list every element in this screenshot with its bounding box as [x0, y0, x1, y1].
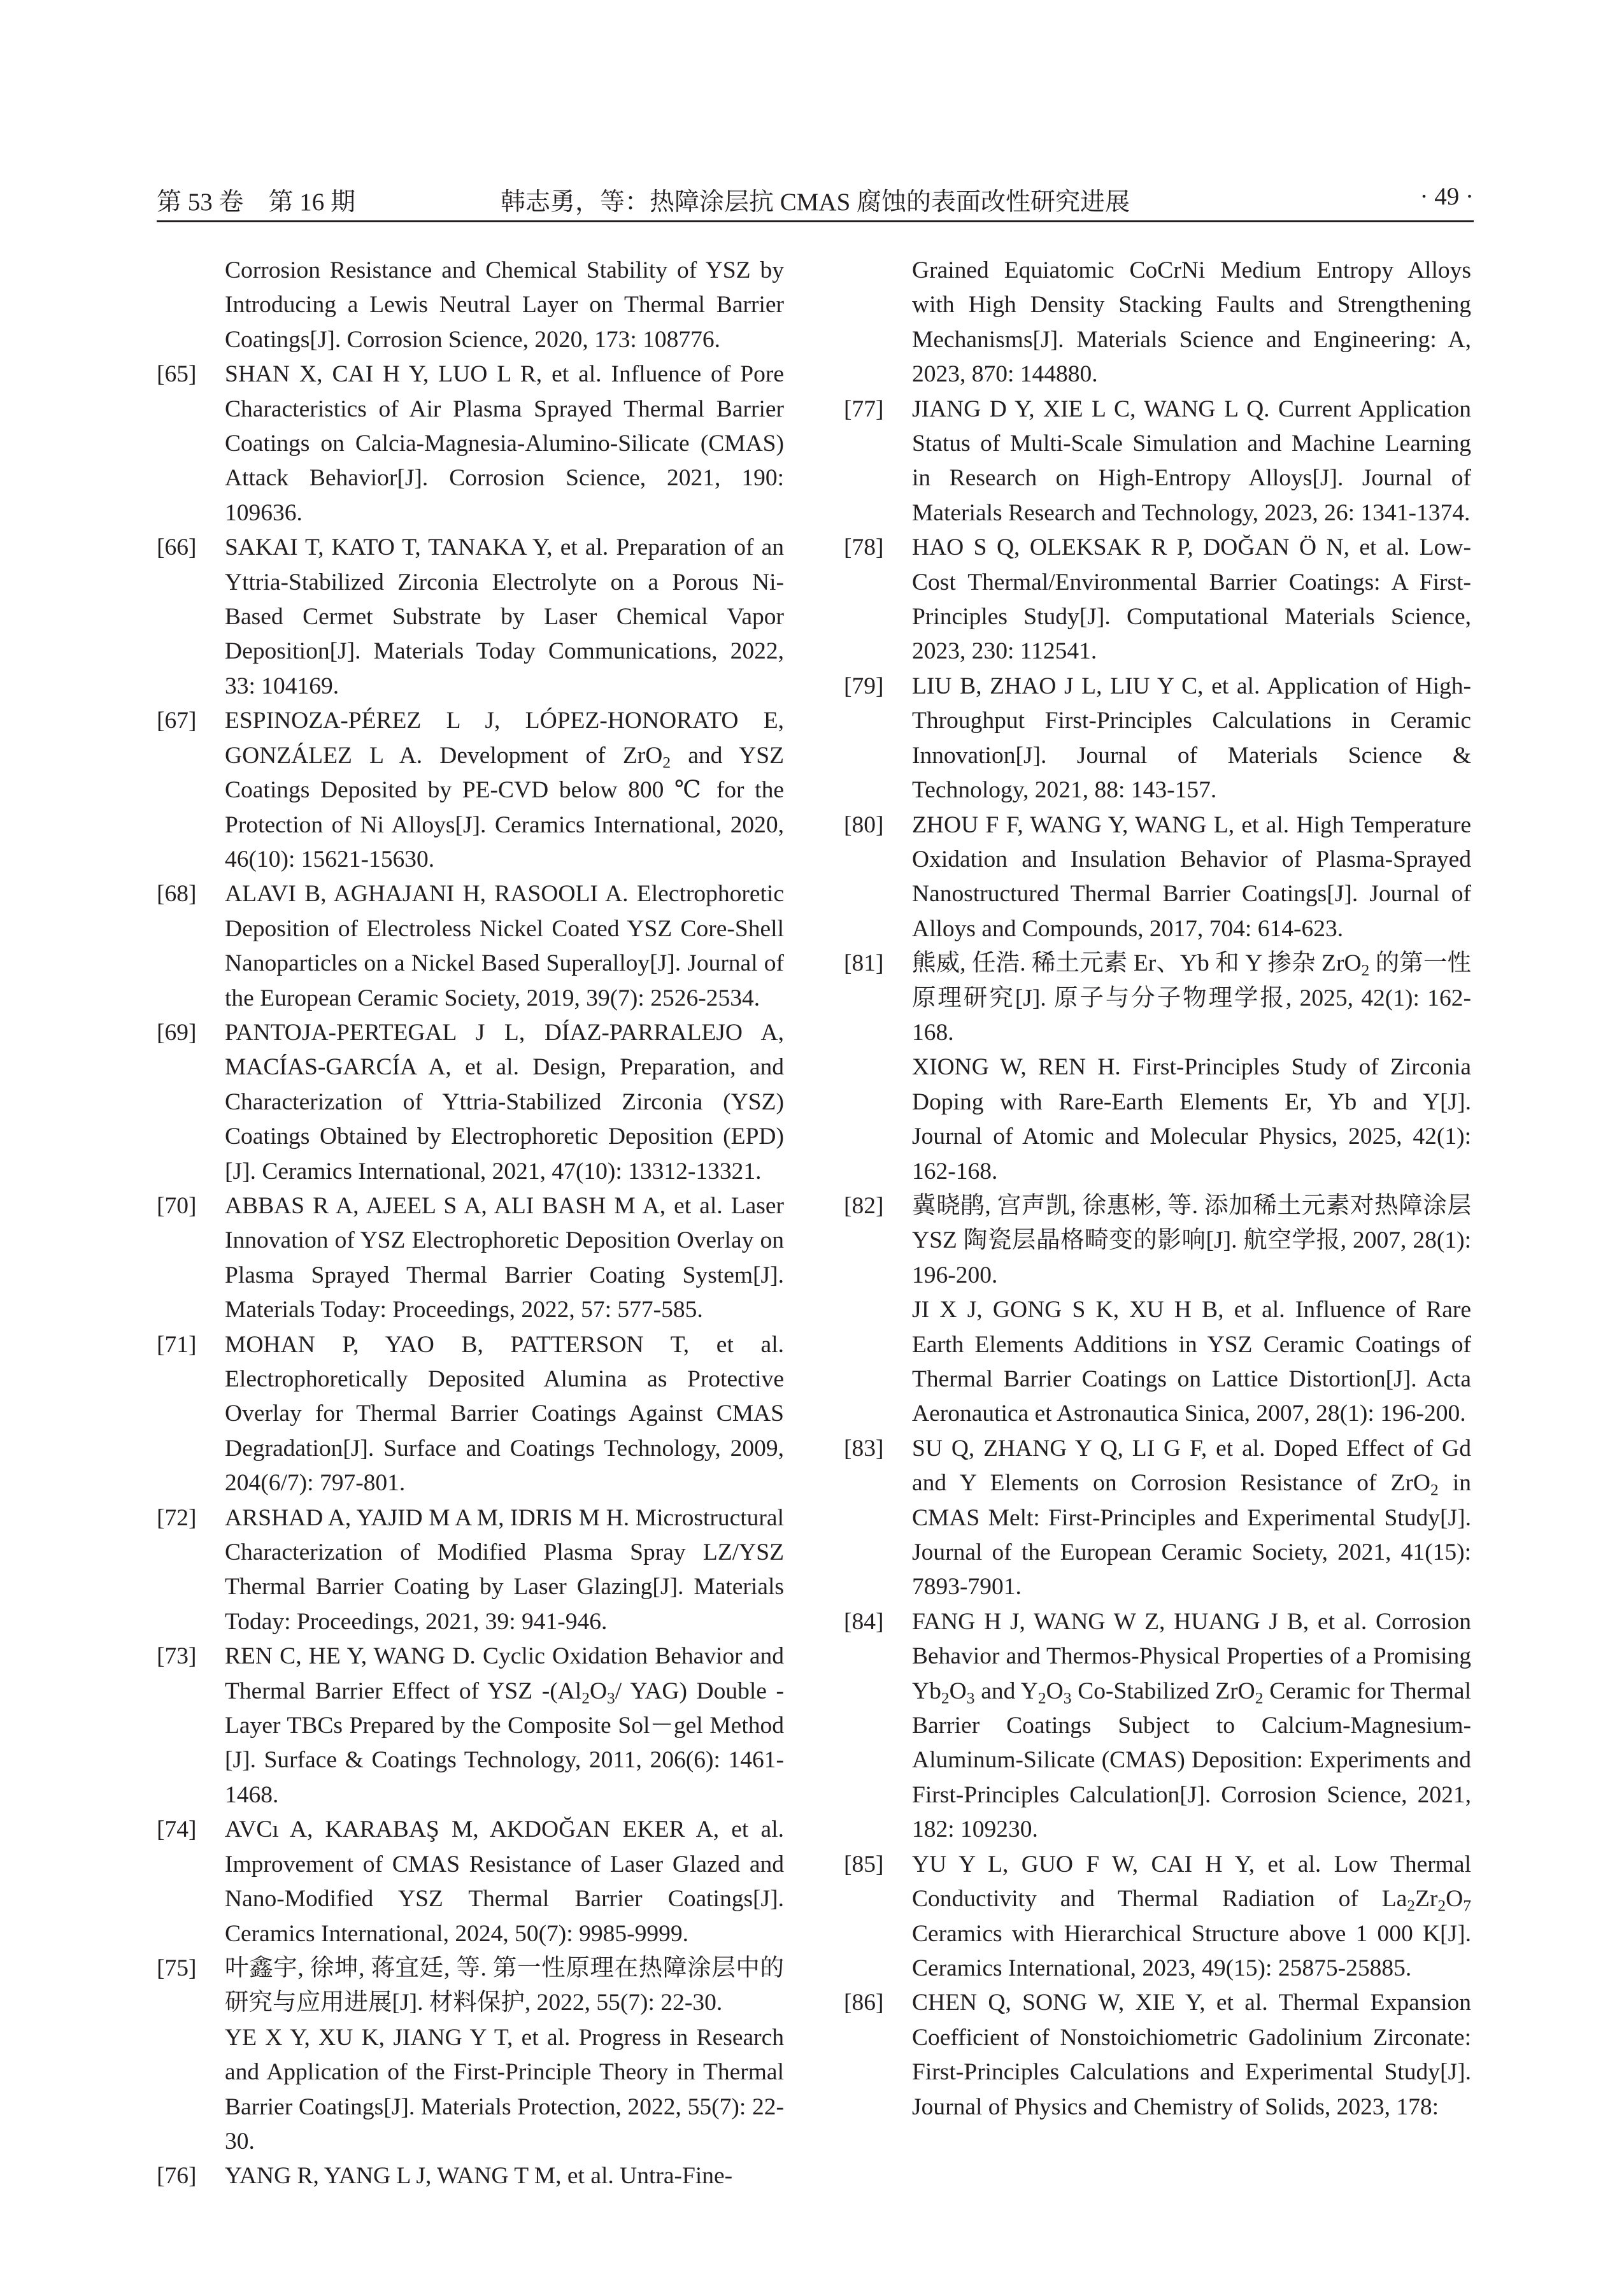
reference-number: [79] — [844, 673, 884, 699]
reference-text-english: XIONG W, REN H. First-Principles Study of Zirconia Doping with Rare-Earth Elements Er, Yb and Y[J]. Journal of Atomic and Molecular Physics, 2025, 42(1): 162-168. — [912, 1054, 1471, 1185]
reference-number: [74] — [157, 1816, 197, 1843]
reference-column-right — [844, 253, 1471, 2125]
reference-text: ARSHAD A, YAJID M A M, IDRIS M H. Microstructural Characterization of Modified Plasma Spray LZ/YSZ Thermal Barrier Coating by Laser Glazing[J]. Materials Today: Proceedings, 2021, 39: 941-946. — [225, 1504, 784, 1635]
reference-continuation — [844, 253, 1471, 392]
reference-number: [80] — [844, 811, 884, 838]
reference-item — [844, 1432, 1471, 1605]
reference-item — [157, 1501, 784, 1640]
reference-item — [844, 946, 1471, 1189]
reference-number: [83] — [844, 1435, 884, 1462]
reference-item — [844, 1189, 1471, 1432]
reference-number: [68] — [157, 881, 197, 908]
reference-text: LIU B, ZHAO J L, LIU Y C, et al. Application of High-Throughput First-Principles Calculations in Ceramic Innovation[J]. Journal of Materials Science & Technology, 2021, 88: 143-157. — [912, 673, 1471, 804]
reference-text: HAO S Q, OLEKSAK R P, DOĞAN Ö N, et al. Low-Cost Thermal/Environmental Barrier Coatings: A First-Principles Study[J]. Computational Materials Science, 2023, 230: 112541. — [912, 534, 1471, 665]
reference-item — [844, 531, 1471, 669]
reference-item — [157, 531, 784, 704]
article-running-title: 韩志勇，等：热障涂层抗 CMAS 腐蚀的表面改性研究进展 — [500, 189, 1130, 216]
reference-number: [70] — [157, 1192, 197, 1219]
reference-item — [844, 808, 1471, 947]
reference-text: MOHAN P, YAO B, PATTERSON T, et al. Electrophoretically Deposited Alumina as Protective Overlay for Thermal Barrier Coatings Against CMAS Degradation[J]. Surface and Coatings Technology, 2009, 204(6/7): 797-801. — [225, 1331, 784, 1497]
reference-number: [78] — [844, 534, 884, 561]
reference-number: [81] — [844, 950, 884, 977]
reference-number: [86] — [844, 1990, 884, 2016]
reference-text: Corrosion Resistance and Chemical Stability of YSZ by Introducing a Lewis Neutral Layer on Thermal Barrier Coatings[J]. Corrosion Science, 2020, 173: 108776. — [225, 257, 784, 353]
reference-text: ABBAS R A, AJEEL S A, ALI BASH M A, et al. Laser Innovation of YSZ Electrophoretic Deposition Overlay on Plasma Sprayed Thermal Barrier Coating System[J]. Materials Today: Proceedings, 2022, 57: 577-585. — [225, 1192, 784, 1323]
reference-text: SHAN X, CAI H Y, LUO L R, et al. Influence of Pore Characteristics of Air Plasma Sprayed Thermal Barrier Coatings on Calcia-Magnesia-Alumino-Silicate (CMAS) Attack Behavior[J]. Corrosion Science, 2021, 190: 109636. — [225, 361, 784, 526]
reference-number: [71] — [157, 1331, 197, 1358]
reference-text: YANG R, YANG L J, WANG T M, et al. Untra-Fine- — [225, 2163, 733, 2190]
reference-text: JIANG D Y, XIE L C, WANG L Q. Current Application Status of Multi-Scale Simulation and Machine Learning in Research on High-Entropy Alloys[J]. Journal of Materials Research and Technology, 2023, 26: 1341-1374. — [912, 395, 1471, 526]
reference-text-chinese: 叶鑫宇, 徐坤, 蒋宜廷, 等. 第一性原理在热障涂层中的研究与应用进展[J]. 材料保护, 2022, 55(7): 22-30. — [225, 1955, 784, 2016]
reference-number: [85] — [844, 1851, 884, 1877]
reference-item — [157, 1328, 784, 1501]
reference-text: YU Y L, GUO F W, CAI H Y, et al. Low Thermal Conductivity and Thermal Radiation of $La_2Zr_2O_7$ Ceramics with Hierarchical Structure above 1 000 K[J]. Ceramics International, 2023, 49(15): 25875-25885. — [912, 1851, 1471, 1981]
reference-number: [66] — [157, 534, 197, 561]
reference-number: [73] — [157, 1643, 197, 1670]
reference-text: AVCı A, KARABAŞ M, AKDOĞAN EKER A, et al. Improvement of CMAS Resistance of Laser Glazed and Nano-Modified YSZ Thermal Barrier Coatings[J]. Ceramics International, 2024, 50(7): 9985-9999. — [225, 1816, 784, 1947]
reference-text: REN C, HE Y, WANG D. Cyclic Oxidation Behavior and Thermal Barrier Effect of YSZ $-(Al_2O_3/$ YAG) Double - Layer TBCs Prepared by the Composite Sol－gel Method [J]. Surface & Coatings Technology, 2011, 206(6): 1461-1468. — [225, 1643, 785, 1808]
reference-item — [157, 1639, 784, 1813]
reference-item — [844, 1848, 1471, 1986]
reference-continuation — [157, 253, 784, 357]
reference-text-chinese: 冀晓鹃, 宫声凯, 徐惠彬, 等. 添加稀土元素对热障涂层 YSZ 陶瓷层晶格畸变的影响[J]. 航空学报, 2007, 28(1): 196-200. — [912, 1192, 1471, 1288]
header-rule — [157, 220, 1474, 222]
reference-number: [77] — [844, 395, 884, 422]
reference-column-left — [157, 253, 784, 2194]
reference-text: CHEN Q, SONG W, XIE Y, et al. Thermal Expansion Coefficient of Nonstoichiometric Gadolinium Zirconate: First-Principles Calculations and Experimental Study[J]. Journal of Physics and Chemistry of Solids, 2023, 178: — [912, 1990, 1471, 2120]
reference-number: [82] — [844, 1192, 884, 1219]
reference-text: PANTOJA-PERTEGAL J L, DÍAZ-PARRALEJO A, MACÍAS-GARCÍA A, et al. Design, Preparation, and Characterization of Yttria-Stabilized Zirconia (YSZ) Coatings Obtained by Electrophoretic Deposition (EPD) [J]. Ceramics International, 2021, 47(10): 13312-13321. — [225, 1019, 784, 1185]
reference-item — [157, 1016, 784, 1189]
reference-number: [84] — [844, 1608, 884, 1635]
reference-number: [76] — [157, 2163, 197, 2190]
reference-number: [69] — [157, 1019, 197, 1046]
reference-item — [157, 1951, 784, 2159]
reference-number: [72] — [157, 1504, 197, 1531]
reference-text: ALAVI B, AGHAJANI H, RASOOLI A. Electrophoretic Deposition of Electroless Nickel Coated YSZ Core-Shell Nanoparticles on a Nickel Based Superalloy[J]. Journal of the European Ceramic Society, 2019, 39(7): 2526-2534. — [225, 881, 784, 1011]
reference-number: [67] — [157, 708, 197, 734]
reference-text: SU Q, ZHANG Y Q, LI G F, et al. Doped Effect of Gd and Y Elements on Corrosion Resistance of ZrO$_2$ in CMAS Melt: First-Principles and Experimental Study[J]. Journal of the European Ceramic Society, 2021, 41(15): 7893-7901. — [912, 1435, 1471, 1600]
reference-text: FANG H J, WANG W Z, HUANG J B, et al. Corrosion Behavior and Thermos-Physical Properties of a Promising $Yb_2O_3$ and $Y_2O_3$ Co-Stabilized ZrO$_2$ Ceramic for Thermal Barrier Coatings Subject to Calcium-Magnesium-Aluminum-Silicate (CMAS) Deposition: Experiments and First-Principles Calculation[J]. Corrosion Science, 2021, 182: 109230. — [912, 1608, 1471, 1843]
reference-item — [157, 1189, 784, 1328]
reference-text-english: JI X J, GONG S K, XU H B, et al. Influence of Rare Earth Elements Additions in YSZ Ceramic Coatings of Thermal Barrier Coatings on Lattice Distortion[J]. Acta Aeronautica et Astronautica Sinica, 2007, 28(1): 196-200. — [912, 1297, 1471, 1427]
reference-item — [844, 392, 1471, 531]
reference-item — [157, 357, 784, 531]
reference-text: SAKAI T, KATO T, TANAKA Y, et al. Preparation of an Yttria-Stabilized Zirconia Electrolyte on a Porous Ni-Based Cermet Substrate by Laser Chemical Vapor Deposition[J]. Materials Today Communications, 2022, 33: 104169. — [225, 534, 784, 699]
reference-item — [844, 1605, 1471, 1848]
reference-item — [844, 669, 1471, 808]
journal-volume-issue: 第 53 卷 第 16 期 — [157, 189, 356, 216]
reference-item — [844, 1986, 1471, 2125]
reference-text: ZHOU F F, WANG Y, WANG L, et al. High Temperature Oxidation and Insulation Behavior of Plasma-Sprayed Nanostructured Thermal Barrier Coatings[J]. Journal of Alloys and Compounds, 2017, 704: 614-623. — [912, 811, 1471, 942]
page-number: · 49 · — [1420, 183, 1474, 210]
reference-item — [157, 704, 784, 877]
reference-item — [157, 877, 784, 1016]
reference-text: ESPINOZA-PÉREZ L J, LÓPEZ-HONORATO E, GONZÁLEZ L A. Development of ZrO$_2$ and YSZ Coatings Deposited by PE-CVD below 800 ℃ for the Protection of Ni Alloys[J]. Ceramics International, 2020, 46(10): 15621-15630. — [225, 708, 784, 873]
reference-item — [157, 1813, 784, 1951]
reference-text-chinese: 熊威, 任浩. 稀土元素 Er、Yb 和 Y 掺杂 ZrO$_2$ 的第一性原理研究[J]. 原子与分子物理学报, 2025, 42(1): 162-168. — [912, 950, 1472, 1046]
reference-text: Grained Equiatomic CoCrNi Medium Entropy Alloys with High Density Stacking Faults and Strengthening Mechanisms[J]. Materials Science and Engineering: A, 2023, 870: 144880. — [912, 257, 1471, 388]
reference-text-english: YE X Y, XU K, JIANG Y T, et al. Progress in Research and Application of the First-Principle Theory in Thermal Barrier Coatings[J]. Materials Protection, 2022, 55(7): 22-30. — [225, 2024, 784, 2155]
reference-number: [65] — [157, 361, 197, 388]
running-header — [157, 178, 1474, 219]
reference-item — [157, 2159, 784, 2193]
reference-number: [75] — [157, 1955, 197, 1981]
